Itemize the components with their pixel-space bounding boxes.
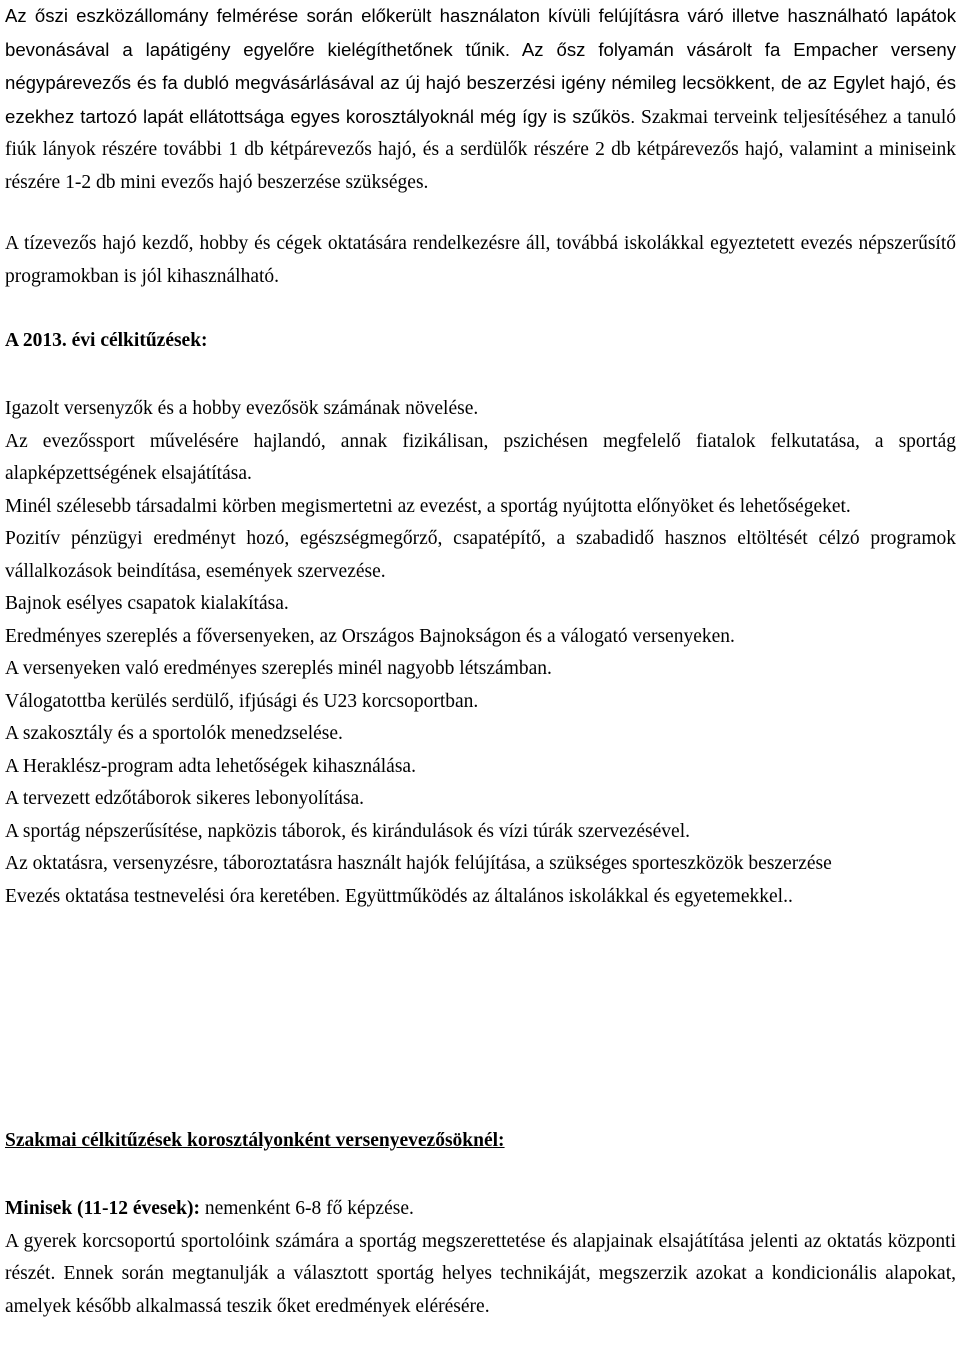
minis-text: A gyerek korcsoportú sportolóink számára a sportág megszerettetése és alapjainak elsajátítása jelenti az oktatás központi részét. Ennek során megtanulják a választott sportág helyes technikáját, megszerzik azokat a kondicionális alapokat, amelyek később alkalmassá teszik őket eredmények elérésére. — [5, 1230, 956, 1317]
minis-heading-line — [5, 1193, 956, 1226]
goal-item: Az evezőssport művelésére hajlandó, annak fizikálisan, pszichésen megfelelő fiatalok felkutatása, a sportág alapképzettségének elsajátítása. — [5, 430, 956, 484]
goals-heading: A 2013. évi célkitűzések: — [5, 330, 208, 351]
intro-paragraph — [5, 0, 956, 199]
minis-section — [5, 1193, 956, 1323]
goal-item: A sportág népszerűsítése, napközis táborok, és kirándulások és vízi túrák szervezésével. — [5, 820, 690, 842]
goal-item: Válogatottba kerülés serdülő, ifjúsági és U23 korcsoportban. — [5, 690, 479, 712]
goal-item: Igazolt versenyzők és a hobby evezősök számának növelése. — [5, 398, 479, 419]
goal-item: Eredményes szereplés a főversenyeken, az Országos Bajnokságon és a válogató versenyeken. — [5, 625, 735, 647]
intro-serif-text: Szakmai terveink teljesítéséhez a tanuló fiúk lányok részére további 1 db kétpárevezős hajó, és a serdülők részére 2 db kétpárevezős hajó, valamint a miniseink részére 1-2 db mini evezős hajó beszerzése szükséges. — [5, 106, 956, 193]
goal-item: A versenyeken való eredményes szereplés minél nagyobb létszámban. — [5, 658, 552, 679]
goal-item: Pozitív pénzügyi eredményt hozó, egészségmegőrző, csapatépítő, a szabadidő hasznos eltöltését célzó programok vállalkozások beindítása, események szervezése. — [5, 528, 956, 582]
goal-item: Bajnok esélyes csapatok kialakítása. — [5, 593, 289, 614]
professional-heading: Szakmai célkitűzések korosztályonként versenyevezősöknél: — [5, 1130, 505, 1151]
goals-list — [5, 393, 956, 913]
goal-item: Az oktatásra, versenyzésre, táboroztatásra használt hajók felújítása, a szükséges sporteszközök beszerzése — [5, 853, 832, 874]
minis-label: Minisek (11-12 évesek): — [5, 1198, 200, 1219]
goal-item: Evezés oktatása testnevelési óra keretében. Együttműködés az általános iskolákkal és egyetemekkel.. — [5, 885, 793, 907]
minis-label-rest: nemenként 6-8 fő képzése. — [199, 1198, 414, 1219]
intro-sans-text: Az őszi eszközállomány felmérése során előkerült használaton kívüli felújításra váró illetve használható lapátok bevonásával a lapátigény egyelőre kielégíthetőnek tűnik. Az ősz folyamán vásárolt fa Empacher verseny négypárevezős és fa dubló megvásárlásával az új hajó beszerzési igény némileg lecsökkent, de az Egylet hajó, és ezekhez tartozó lapát ellátottsága egyes korosztályoknál még így is szűkös. — [5, 5, 956, 127]
goal-item: Minél szélesebb társadalmi körben megismertetni az evezést, a sportág nyújtotta előnyöket és lehetőségeket. — [5, 495, 851, 517]
goal-item: A tervezett edzőtáborok sikeres lebonyolítása. — [5, 788, 364, 809]
tizevezos-paragraph: A tízevezős hajó kezdő, hobby és cégek oktatására rendelkezésre áll, továbbá iskolákkal egyeztetett evezés népszerűsítő programokban is jól kihasználható. — [5, 233, 956, 287]
goal-item: A Heraklész-program adta lehetőségek kihasználása. — [5, 755, 416, 777]
goal-item: A szakosztály és a sportolók menedzselése. — [5, 723, 343, 744]
